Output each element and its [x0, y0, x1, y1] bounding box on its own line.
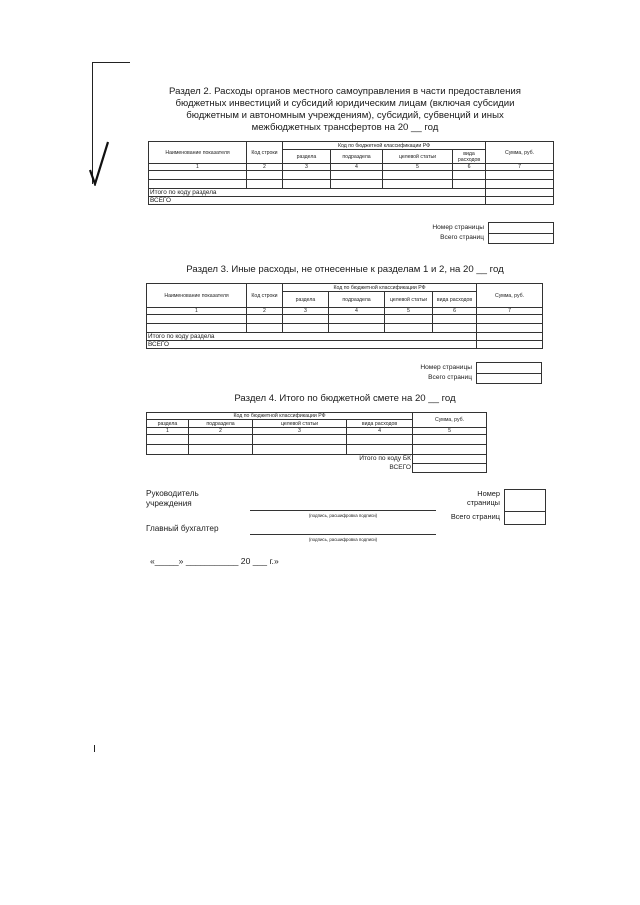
header-line-code: Код строки [247, 142, 283, 164]
header-expense-type: вида расходов [453, 150, 486, 164]
section4-table [146, 412, 487, 473]
header-sum: Сумма, руб. [477, 284, 543, 308]
col-number: 3 [283, 164, 331, 171]
signature-page-box[interactable] [504, 489, 546, 525]
head-label-line2: учреждения [146, 499, 192, 508]
section3-total-pages-label: Всего страниц [428, 374, 472, 381]
sig-page-number-line1: Номер [477, 489, 500, 498]
header-target: целевой статьи [253, 420, 347, 428]
section2-total-pages-label: Всего страниц [440, 234, 484, 241]
header-subsection: подраздела [189, 420, 253, 428]
header-line-code: Код строки [247, 284, 283, 308]
accountant-signature-line[interactable] [250, 534, 436, 535]
checkmark-icon [88, 140, 110, 186]
head-signature-line[interactable] [250, 510, 436, 511]
col-number: 3 [283, 308, 329, 315]
header-section: раздела [283, 150, 331, 164]
col-number: 2 [247, 164, 283, 171]
col-number: 6 [433, 308, 477, 315]
section3-table [146, 283, 543, 349]
table-row [149, 180, 554, 189]
header-section: раздела [147, 420, 189, 428]
total-section-label: Итого по коду раздела [147, 333, 477, 341]
grand-total-label: ВСЕГО [389, 464, 412, 471]
header-expense-type: вида расходов [433, 292, 477, 308]
section3-title: Раздел 3. Иные расходы, не отнесенные к разделам 1 и 2, на 20 __ год [186, 264, 504, 275]
header-section: раздела [283, 292, 329, 308]
total-section-label: Итого по коду раздела [149, 189, 486, 197]
table-row [149, 171, 554, 180]
header-sum: Сумма, руб. [413, 413, 487, 428]
scan-mark-top [92, 62, 130, 63]
section2-table [148, 141, 554, 205]
section2-title-line4: межбюджетных трансфертов на 20 __ год [251, 122, 439, 133]
table-row [147, 435, 487, 445]
header-target: целевой статьи [383, 150, 453, 164]
chief-accountant-label: Главный бухгалтер [146, 524, 219, 533]
accountant-signature-caption: (подпись, расшифровка подписи) [308, 537, 378, 542]
header-subsection: подраздела [331, 150, 383, 164]
col-number: 2 [247, 308, 283, 315]
grand-total-label: ВСЕГО [149, 197, 486, 205]
col-number: 4 [329, 308, 385, 315]
table-row [147, 315, 543, 324]
section4-title: Раздел 4. Итого по бюджетной смете на 20 __ год [234, 393, 456, 404]
header-expense-type: вида расходов [347, 420, 413, 428]
header-name: Наименование показателя [147, 284, 247, 308]
header-name: Наименование показателя [149, 142, 247, 164]
col-number: 2 [189, 428, 253, 435]
section3-page-number-label: Номер страницы [420, 364, 472, 371]
section2-page-box[interactable] [488, 222, 554, 244]
total-bk-label: Итого по коду БК [359, 455, 412, 463]
col-number: 7 [486, 164, 554, 171]
col-number: 5 [413, 428, 487, 435]
sig-total-pages-label: Всего страниц [450, 512, 500, 521]
col-number: 1 [147, 308, 247, 315]
head-label-line1: Руководитель [146, 489, 199, 498]
col-number: 5 [383, 164, 453, 171]
scan-dot [94, 745, 95, 752]
date-line: «_____» ___________ 20 ___ г.» [150, 556, 279, 566]
col-number: 3 [253, 428, 347, 435]
col-number: 1 [147, 428, 189, 435]
head-signature-caption: (подпись, расшифровка подписи) [308, 513, 378, 518]
col-number: 4 [331, 164, 383, 171]
col-number: 6 [453, 164, 486, 171]
section2-title-line3: бюджетным и автономным учреждениям), субсидий, субвенций и иных [186, 110, 504, 121]
header-sum: Сумма, руб. [486, 142, 554, 164]
table-row [147, 445, 487, 455]
col-number: 4 [347, 428, 413, 435]
section3-page-box[interactable] [476, 362, 542, 384]
section2-title-line1: Раздел 2. Расходы органов местного самоуправления в части предоставления [169, 86, 521, 97]
header-bk-group: Код по бюджетной классификации РФ [147, 413, 413, 420]
header-bk-group: Код по бюджетной классификации РФ [283, 142, 486, 150]
sig-page-number-line2: страницы [466, 498, 500, 507]
section2-page-number-label: Номер страницы [432, 224, 484, 231]
header-subsection: подраздела [329, 292, 385, 308]
header-bk-group: Код по бюджетной классификации РФ [283, 284, 477, 292]
col-number: 5 [385, 308, 433, 315]
header-target: целевой статьи [385, 292, 433, 308]
section2-title-line2: бюджетных инвестиций и субсидий юридическим лицам (включая субсидии [175, 98, 515, 109]
grand-total-label: ВСЕГО [147, 341, 477, 349]
col-number: 7 [477, 308, 543, 315]
col-number: 1 [149, 164, 247, 171]
table-row [147, 324, 543, 333]
section2-title [130, 86, 560, 134]
